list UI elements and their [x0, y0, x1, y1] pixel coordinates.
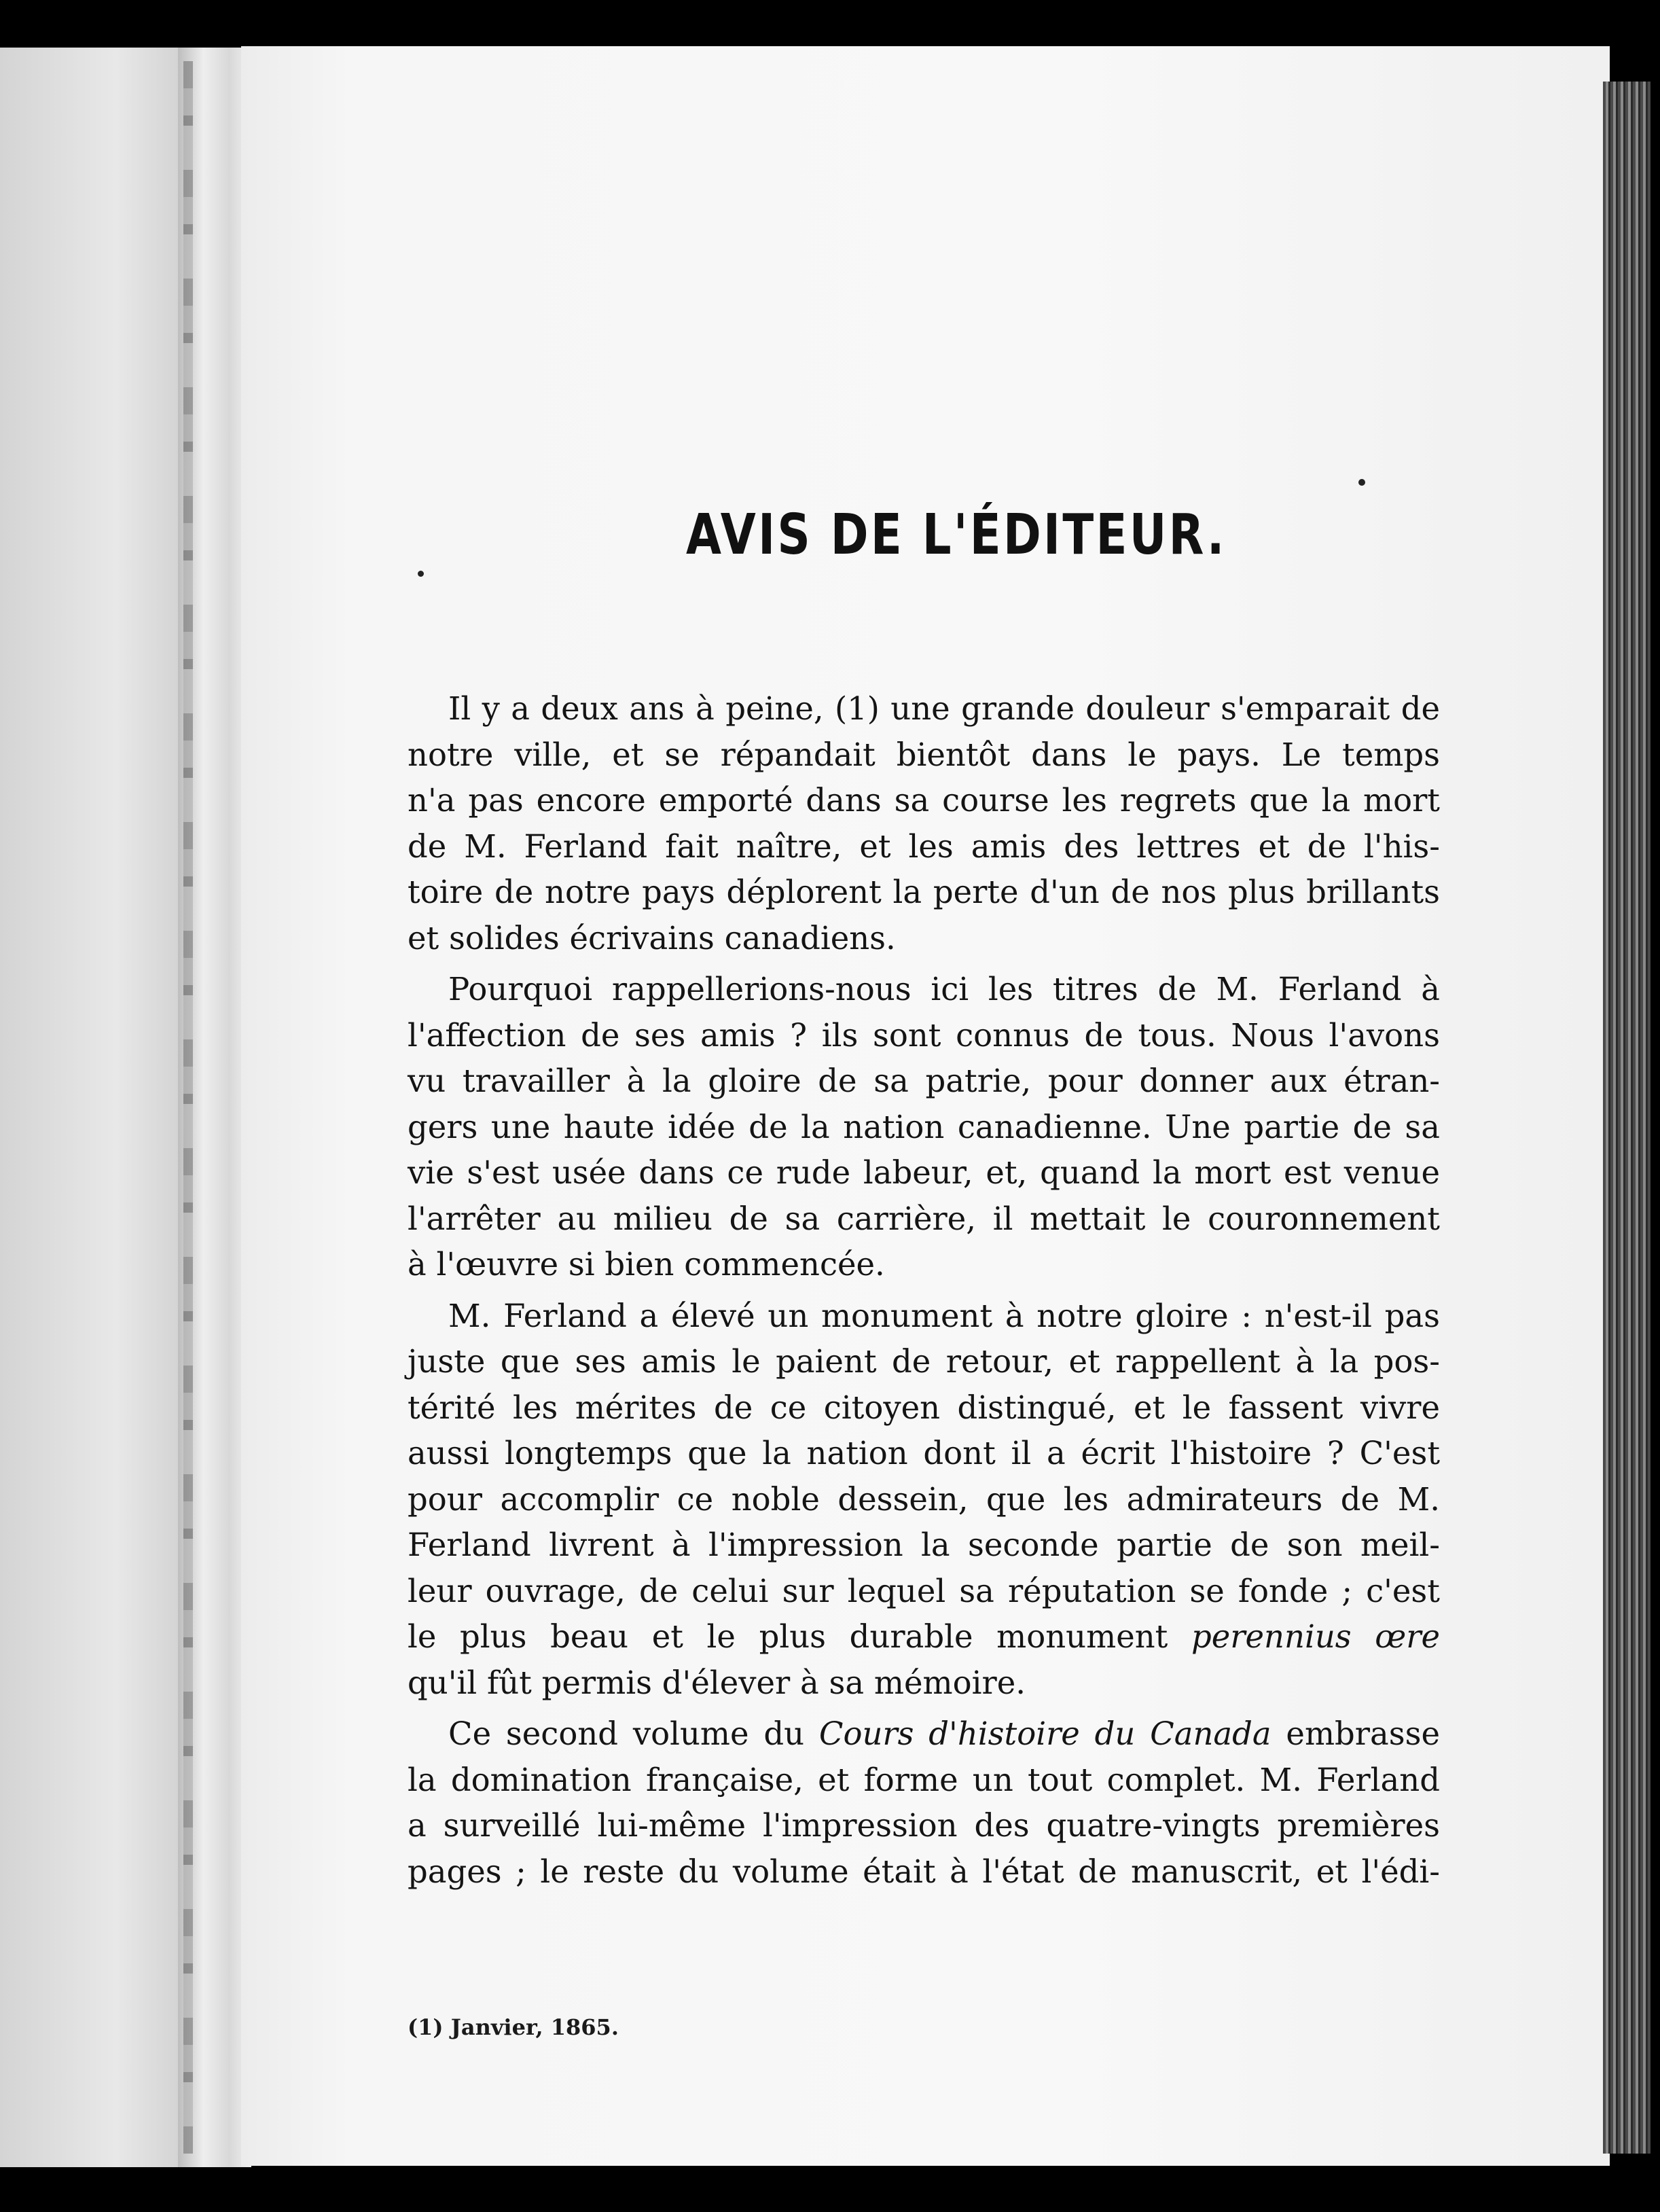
- paragraph-4: [408, 1711, 1440, 1895]
- text-line-with-italic: [408, 1711, 1440, 1758]
- text-line: pages ; le reste du volume était à l'état de manuscrit, et l'édi-: [408, 1853, 1440, 1890]
- text-line: et solides écrivains canadiens.: [408, 919, 896, 957]
- text-line: toire de notre pays déplorent la perte d'un de nos plus brillants: [408, 874, 1440, 910]
- footnote: (1) Janvier, 1865.: [408, 2014, 619, 2040]
- text-line: n'a pas encore emporté dans sa course les regrets que la mort: [408, 782, 1440, 819]
- paragraph-1: [408, 686, 1440, 961]
- page-stack-edge: [1603, 82, 1650, 2154]
- text-line: M. Ferland a élevé un monument à notre gloire : n'est-il pas: [448, 1297, 1440, 1334]
- text-line: gers une haute idée de la nation canadienne. Une partie de sa: [408, 1108, 1440, 1145]
- book-title-italic: Cours d'histoire du Canada: [818, 1715, 1271, 1752]
- gutter-shadow: [183, 61, 193, 2154]
- text-line: vie s'est usée dans ce rude labeur, et, quand la mort est venue: [408, 1154, 1440, 1191]
- text-line: aussi longtemps que la nation dont il a écrit l'histoire ? C'est: [408, 1435, 1440, 1471]
- text-line: a surveillé lui-même l'impression des quatre-vingts premières: [408, 1807, 1440, 1844]
- text-line: à l'œuvre si bien commencée.: [408, 1246, 885, 1283]
- text-line: leur ouvrage, de celui sur lequel sa réputation se fonde ; c'est: [408, 1572, 1440, 1609]
- text-line: térité les mérites de ce citoyen distingué, et le fassent vivre: [408, 1389, 1440, 1426]
- text-line: de M. Ferland fait naître, et les amis des lettres et de l'his-: [408, 827, 1440, 865]
- paragraph-3: [408, 1294, 1440, 1707]
- text-run: embrasse: [1271, 1715, 1441, 1752]
- text-line: l'affection de ses amis ? ils sont connus de tous. Nous l'avons: [408, 1016, 1440, 1054]
- text-run: le plus beau et le plus durable monument: [408, 1618, 1192, 1655]
- text-line: la domination française, et forme un tout complet. M. Ferland: [408, 1761, 1440, 1798]
- ink-speck: [1358, 479, 1365, 486]
- text-line: Pourquoi rappellerions-nous ici les titres de M. Ferland à: [448, 971, 1440, 1007]
- page-title: AVIS DE L'ÉDITEUR.: [686, 503, 1227, 567]
- text-line-with-italic: [408, 1614, 1440, 1660]
- paragraph-2: [408, 967, 1440, 1288]
- text-line: notre ville, et se répandait bientôt dans le pays. Le temps: [408, 736, 1440, 773]
- ink-speck: [418, 571, 424, 577]
- body-text: [408, 686, 1440, 1900]
- text-line: juste que ses amis le paient de retour, et rappellent à la pos-: [408, 1343, 1440, 1380]
- italic-phrase: perennius œre: [1191, 1618, 1440, 1655]
- text-line: pour accomplir ce noble dessein, que les admirateurs de M.: [408, 1480, 1440, 1518]
- text-line: vu travailler à la gloire de sa patrie, pour donner aux étran-: [408, 1063, 1440, 1099]
- text-line: l'arrêter au milieu de sa carrière, il mettait le couronnement: [408, 1200, 1440, 1237]
- text-line: Il y a deux ans à peine, (1) une grande douleur s'emparait de: [448, 690, 1440, 727]
- text-line: qu'il fût permis d'élever à sa mémoire.: [408, 1664, 1026, 1701]
- text-run: Ce second volume du: [448, 1715, 819, 1752]
- text-line: Ferland livrent à l'impression la seconde partie de son meil-: [408, 1527, 1440, 1563]
- left-page-edge: [0, 48, 194, 2167]
